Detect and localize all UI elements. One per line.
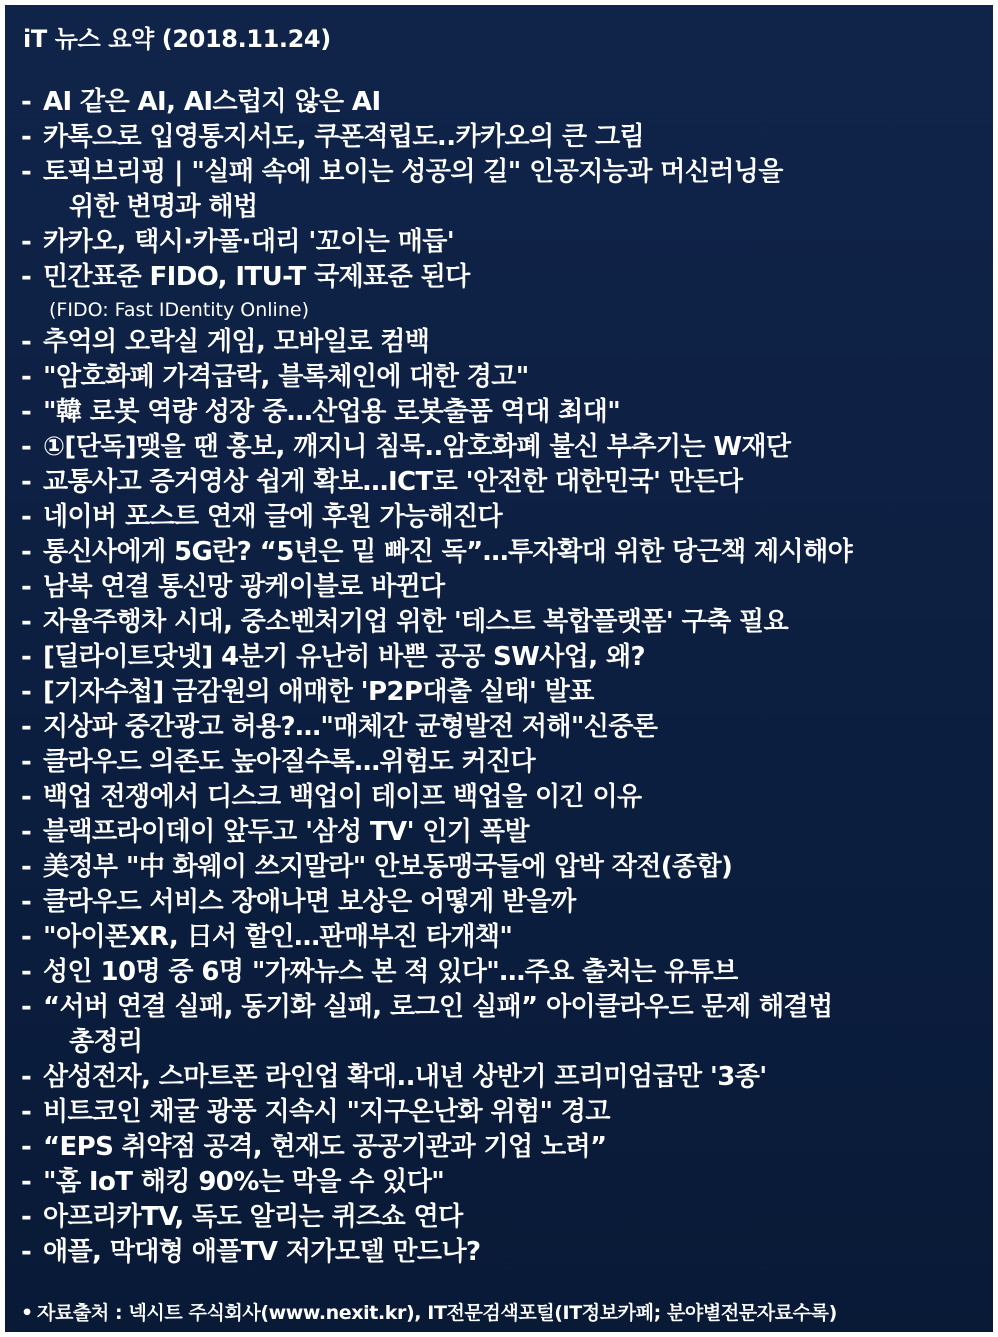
news-headline: [딜라이트닷넷] 4분기 유난히 바쁜 공공 SW사업, 왜? — [43, 642, 646, 672]
list-dash: - — [21, 852, 32, 882]
news-item — [21, 535, 986, 570]
news-item — [21, 885, 986, 920]
news-headline: 네이버 포스트 연재 글에 후원 가능해진다 — [43, 502, 503, 532]
news-item — [21, 990, 986, 1060]
news-item — [21, 850, 986, 885]
news-headline: 카카오, 택시·카풀·대리 '꼬이는 매듭' — [43, 227, 455, 257]
news-headline: 블랙프라이데이 앞두고 '삼성 TV' 인기 폭발 — [43, 817, 529, 847]
news-headline: 클라우드 의존도 높아질수록…위험도 커진다 — [43, 747, 536, 777]
list-dash: - — [21, 712, 32, 742]
list-dash: - — [21, 537, 32, 567]
news-headline: 통신사에게 5G란? “5년은 밑 빠진 독”…투자확대 위한 당근책 제시해야 — [43, 537, 853, 567]
news-item — [21, 430, 986, 465]
list-dash: - — [21, 432, 32, 462]
news-headline: 성인 10명 중 6명 "가짜뉴스 본 적 있다"…주요 출처는 유튜브 — [43, 957, 738, 987]
news-item — [21, 640, 986, 675]
list-dash: - — [21, 572, 32, 602]
list-dash: - — [21, 262, 32, 292]
list-dash: - — [21, 922, 32, 952]
news-headline: 교통사고 증거영상 쉽게 확보…ICT로 '안전한 대한민국' 만든다 — [43, 467, 743, 497]
news-item — [21, 325, 986, 360]
news-headline: 클라우드 서비스 장애나면 보상은 어떻게 받을까 — [43, 887, 576, 917]
news-item — [21, 570, 986, 605]
news-item — [21, 120, 986, 155]
list-dash: - — [21, 87, 32, 117]
news-item — [21, 1200, 986, 1235]
news-item — [21, 85, 986, 120]
news-headline-continuation: 위한 변명과 해법 — [69, 192, 258, 222]
news-headline: 애플, 막대형 애플TV 저가모델 만드나? — [43, 1237, 481, 1267]
list-dash: - — [21, 817, 32, 847]
list-dash: - — [21, 1132, 32, 1162]
list-dash: - — [21, 227, 32, 257]
news-headline: 지상파 중간광고 허용?…"매체간 균형발전 저해"신중론 — [43, 712, 658, 742]
news-headline: "홈 IoT 해킹 90%는 막을 수 있다" — [43, 1167, 445, 1197]
source-credit — [21, 1298, 837, 1325]
news-headline: 추억의 오락실 게임, 모바일로 컴백 — [43, 327, 430, 357]
news-item — [21, 955, 986, 990]
news-item — [21, 395, 986, 430]
news-headline: 민간표준 FIDO, ITU-T 국제표준 된다 — [43, 262, 470, 292]
news-headline: 카톡으로 입영통지서도, 쿠폰적립도..카카오의 큰 그림 — [43, 122, 644, 152]
news-headline: 남북 연결 통신망 광케이블로 바뀐다 — [43, 572, 445, 602]
news-headline: "아이폰XR, 日서 할인…판매부진 타개책" — [43, 922, 513, 952]
news-item — [21, 1095, 986, 1130]
list-dash: - — [21, 957, 32, 987]
news-headline: “EPS 취약점 공격, 현재도 공공기관과 기업 노려” — [43, 1132, 607, 1162]
news-summary-slide — [5, 5, 993, 1332]
list-dash: - — [21, 1237, 32, 1267]
list-dash: - — [21, 782, 32, 812]
list-dash: - — [21, 1062, 32, 1092]
news-headline: AI 같은 AI, AI스럽지 않은 AI — [43, 87, 381, 117]
news-headline: 삼성전자, 스마트폰 라인업 확대..내년 상반기 프리미엄급만 '3종' — [43, 1062, 767, 1092]
news-headline-note: (FIDO: Fast IDentity Online) — [49, 299, 309, 321]
list-dash: - — [21, 642, 32, 672]
news-list — [21, 85, 986, 1270]
news-item — [21, 360, 986, 395]
news-item — [21, 155, 986, 225]
list-dash: - — [21, 122, 32, 152]
news-item — [21, 605, 986, 640]
news-item — [21, 815, 986, 850]
news-item — [21, 745, 986, 780]
source-bullet: • — [21, 1302, 33, 1324]
list-dash: - — [21, 327, 32, 357]
news-headline-continuation: 총정리 — [69, 1027, 143, 1057]
news-headline: "韓 로봇 역량 성장 중…산업용 로봇출품 역대 최대" — [43, 397, 621, 427]
list-dash: - — [21, 747, 32, 777]
page-title: iT 뉴스 요약 (2018.11.24) — [23, 25, 331, 53]
news-item — [21, 225, 986, 260]
news-headline: 자율주행차 시대, 중소벤처기업 위한 '테스트 복합플랫폼' 구축 필요 — [43, 607, 789, 637]
list-dash: - — [21, 467, 32, 497]
news-headline: 美정부 "中 화웨이 쓰지말라" 안보동맹국들에 압박 작전(종합) — [43, 852, 733, 882]
news-headline: 토픽브리핑 | "실패 속에 보이는 성공의 길" 인공지능과 머신러닝을 — [43, 157, 783, 187]
news-headline: [기자수첩] 금감원의 애매한 'P2P대출 실태' 발표 — [43, 677, 594, 707]
list-dash: - — [21, 502, 32, 532]
news-headline: 비트코인 채굴 광풍 지속시 "지구온난화 위험" 경고 — [43, 1097, 610, 1127]
list-dash: - — [21, 157, 32, 187]
list-dash: - — [21, 1167, 32, 1197]
news-item — [21, 780, 986, 815]
news-item — [21, 1130, 986, 1165]
news-item — [21, 1235, 986, 1270]
list-dash: - — [21, 607, 32, 637]
news-item — [21, 675, 986, 710]
source-text: 자료출처 : 넥시트 주식회사(www.nexit.kr), IT전문검색포털(IT정보카페; 분야별전문자료수록) — [37, 1302, 837, 1324]
news-item — [21, 260, 986, 325]
news-item — [21, 920, 986, 955]
news-headline: 백업 전쟁에서 디스크 백업이 테이프 백업을 이긴 이유 — [43, 782, 642, 812]
list-dash: - — [21, 397, 32, 427]
list-dash: - — [21, 677, 32, 707]
news-headline: ①[단독]맺을 땐 홍보, 깨지니 침묵..암호화폐 불신 부추기는 W재단 — [43, 432, 791, 462]
news-item — [21, 500, 986, 535]
news-headline: “서버 연결 실패, 동기화 실패, 로그인 실패” 아이클라우드 문제 해결법 — [43, 992, 833, 1022]
news-item — [21, 710, 986, 745]
news-headline: "암호화폐 가격급락, 블록체인에 대한 경고" — [43, 362, 529, 392]
news-item — [21, 1165, 986, 1200]
news-item — [21, 1060, 986, 1095]
list-dash: - — [21, 992, 32, 1022]
news-item — [21, 465, 986, 500]
list-dash: - — [21, 1097, 32, 1127]
news-headline: 아프리카TV, 독도 알리는 퀴즈쇼 연다 — [43, 1202, 463, 1232]
list-dash: - — [21, 887, 32, 917]
list-dash: - — [21, 362, 32, 392]
list-dash: - — [21, 1202, 32, 1232]
